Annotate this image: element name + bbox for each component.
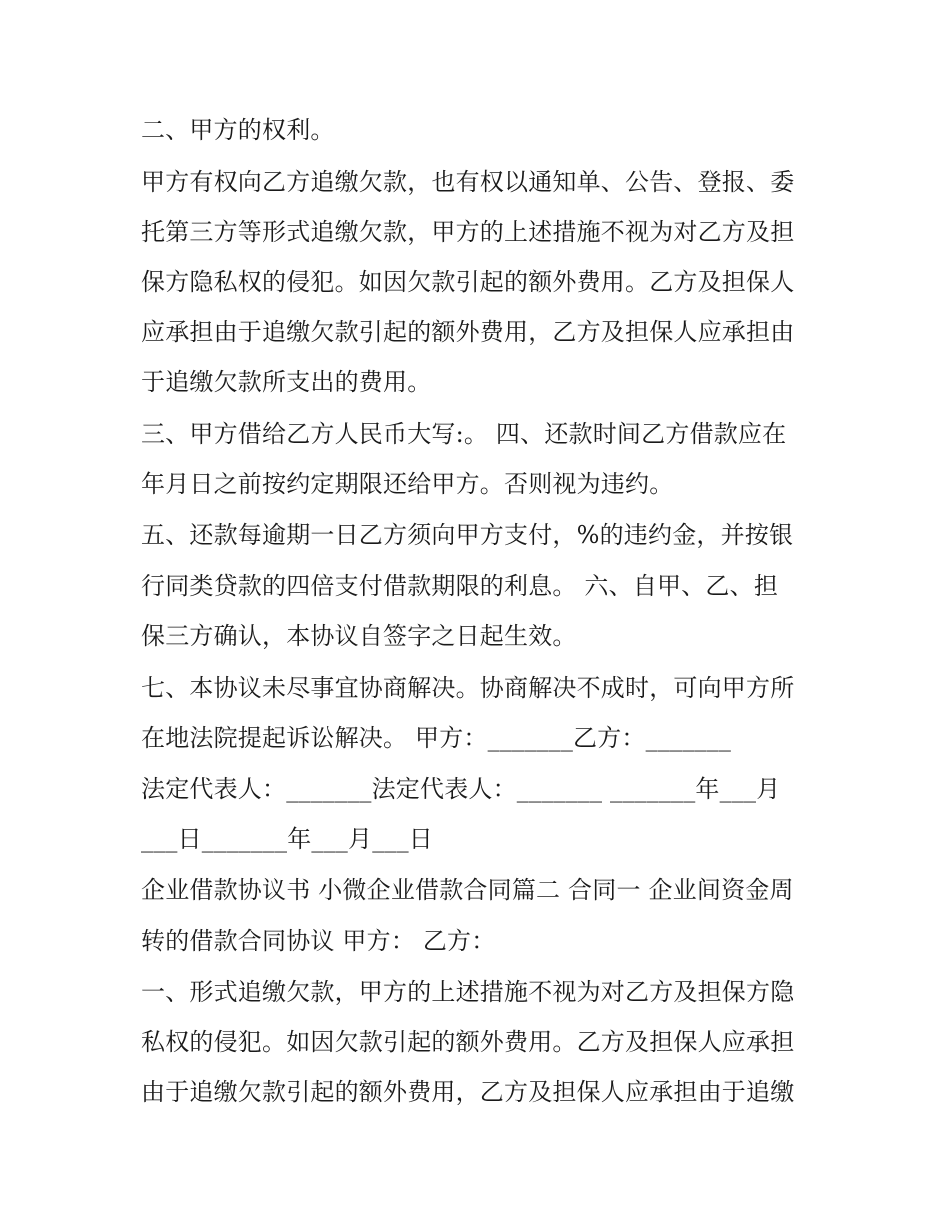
body-text-line: 三、甲方借给乙方人民币大写:。 四、还款时间乙方借款应在 [141,420,787,448]
body-text-line: 七、本协议未尽事宜协商解决。协商解决不成时，可向甲方所 [141,674,795,702]
signature-line-parties: 在地法院提起诉讼解决。 甲方：_______乙方：_______ [141,724,732,752]
body-text-line: 保三方确认，本协议自签字之日起生效。 [141,622,577,650]
body-text-line: 于追缴欠款所支出的费用。 [141,368,432,396]
body-text-line: 行同类贷款的四倍支付借款期限的利息。 六、自甲、乙、担 [141,572,779,600]
body-text-line: 甲方有权向乙方追缴欠款，也有权以通知单、公告、登报、委 [141,168,795,196]
body-text-line: 转的借款合同协议 甲方： 乙方： [141,927,496,955]
signature-line-dates: ___日_______年___月___日 [141,825,433,853]
body-text-line: 应承担由于追缴欠款引起的额外费用，乙方及担保人应承担由 [141,318,795,346]
body-text-line: 企业借款协议书 小微企业借款合同篇二 合同一 企业间资金周 [141,876,794,904]
body-text-line: 托第三方等形式追缴欠款，甲方的上述措施不视为对乙方及担 [141,218,795,246]
body-text-line: 保方隐私权的侵犯。如因欠款引起的额外费用。乙方及担保人 [141,268,795,296]
signature-line-representatives: 法定代表人：_______法定代表人：_______ _______年___月 [141,775,781,803]
section-heading-party-a-rights: 二、甲方的权利。 [141,116,335,144]
body-text-line: 五、还款每逾期一日乙方须向甲方支付，%的违约金，并按银 [141,521,794,549]
body-text-line: 一、形式追缴欠款，甲方的上述措施不视为对乙方及担保方隐 [141,978,795,1006]
body-text-line: 私权的侵犯。如因欠款引起的额外费用。乙方及担保人应承担 [141,1028,795,1056]
body-text-line: 由于追缴欠款引起的额外费用，乙方及担保人应承担由于追缴 [141,1078,795,1106]
body-text-line: 年月日之前按约定期限还给甲方。否则视为违约。 [141,470,674,498]
